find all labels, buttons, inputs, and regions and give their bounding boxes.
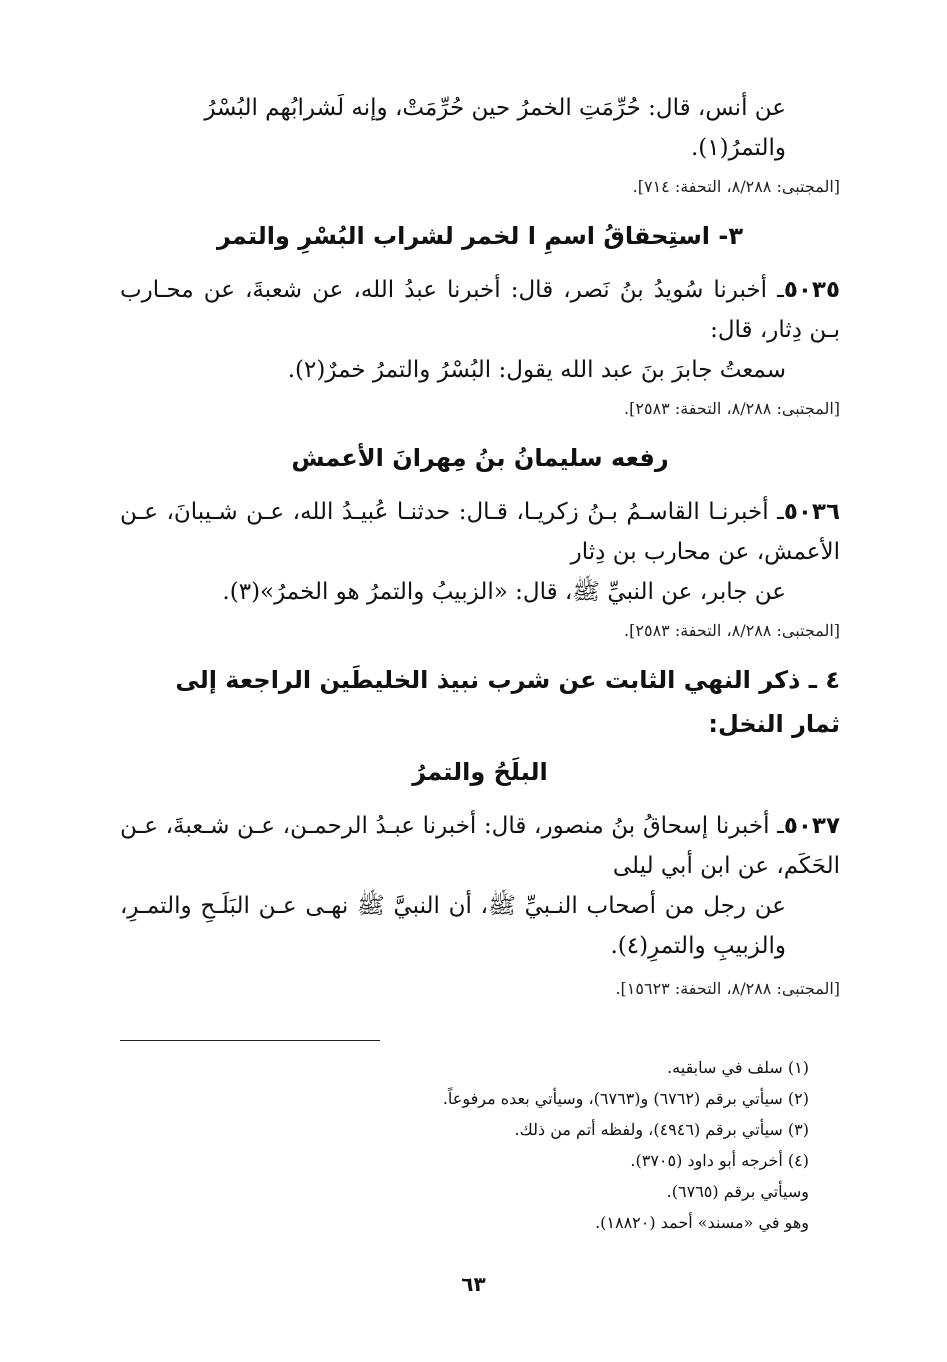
chapter-heading-continued: البلَحُ والتمرُ (412, 758, 548, 786)
hadith-number: ٥٠٣٥ (783, 277, 840, 303)
hadith-number: ٥٠٣٦ (783, 499, 840, 525)
isnad-text: ـ أخبرنا إسحاقُ بنُ منصور، قال: أخبرنا عبـدُ الرحمـن، عـن شـعبةَ، عـن الحَكَم، عن ابن أبي ليلى (120, 813, 840, 879)
footnote: (٤) أخرجه أبو داود (٣٧٠٥). (630, 1151, 809, 1170)
page-body (120, 88, 840, 1002)
footnote: (١) سلف في سابقيه. (667, 1058, 809, 1077)
footnote-divider (120, 1040, 380, 1041)
hadith-text: عن جابر، عن النبيِّ ﷺ، قال: «الزبيبُ والتمرُ هو الخمرُ»(٣). (222, 579, 786, 605)
hadith-text: عن رجل من أصحاب النـبيِّ ﷺ، أن النبيَّ ﷺ نهـى عـن البَلَـحِ والتمـرِ، والزبيبِ والتمرِ(٤). (120, 893, 786, 959)
chapter-heading: ٣- استِحقاقُ اسمِ ا لخمر لشراب البُسْرِ والتمر (216, 222, 744, 250)
hadith-isnad (120, 270, 840, 350)
reference: [المجتبى: ٨/٢٨٨، التحفة: ١٥٦٢٣]. (615, 979, 840, 998)
hadith-isnad (120, 806, 840, 886)
footnote: (٣) سيأتي برقم (٤٩٤٦)، ولفظه أتم من ذلك. (514, 1120, 809, 1139)
footnote: وهو في «مسند» أحمد (١٨٨٢٠). (595, 1213, 809, 1232)
section-heading: رفعه سليمانُ بنُ مِهرانَ الأعمش (291, 444, 669, 472)
page-number: ٦٣ (461, 1272, 486, 1296)
footnote: وسيأتي برقم (٦٧٦٥). (666, 1182, 809, 1201)
footnote: (٢) سيأتي برقم (٦٧٦٢) و(٦٧٦٣)، وسيأتي بعده مرفوعاً. (442, 1089, 809, 1108)
chapter-heading: ٤ ـ ذكر النهي الثابت عن شرب نبيذ الخليطَين الراجعة إلى ثمار النخل: (175, 666, 840, 738)
footnotes (209, 1052, 809, 1238)
hadith-text: سمعتُ جابرَ بنَ عبد الله يقول: البُسْرُ والتمرُ خمرٌ(٢). (287, 357, 786, 383)
hadith-text: عن أنس، قال: حُرِّمَتِ الخمرُ حين حُرِّمَتْ، وإنه لَشرابُهم البُسْرُ والتمرُ(١). (204, 95, 786, 161)
reference: [المجتبى: ٨/٢٨٨، التحفة: ٧١٤]. (632, 177, 840, 196)
hadith-number: ٥٠٣٧ (783, 813, 840, 839)
reference: [المجتبى: ٨/٢٨٨، التحفة: ٢٥٨٣]. (624, 621, 840, 640)
isnad-text: ـ أخبرنا سُويدُ بنُ نَصر، قال: أخبرنا عبدُ الله، عن شعبةَ، عن محـارب بـن دِثار، قال: (120, 277, 840, 343)
isnad-text: ـ أخبرنـا القاسـمُ بـنُ زكريـا، قـال: حدثنـا عُبيـدُ الله، عـن شـيبانَ، عـن الأعمش، عن محارب بن دِثار (120, 499, 840, 565)
reference: [المجتبى: ٨/٢٨٨، التحفة: ٢٥٨٣]. (624, 399, 840, 418)
hadith-isnad (120, 492, 840, 572)
